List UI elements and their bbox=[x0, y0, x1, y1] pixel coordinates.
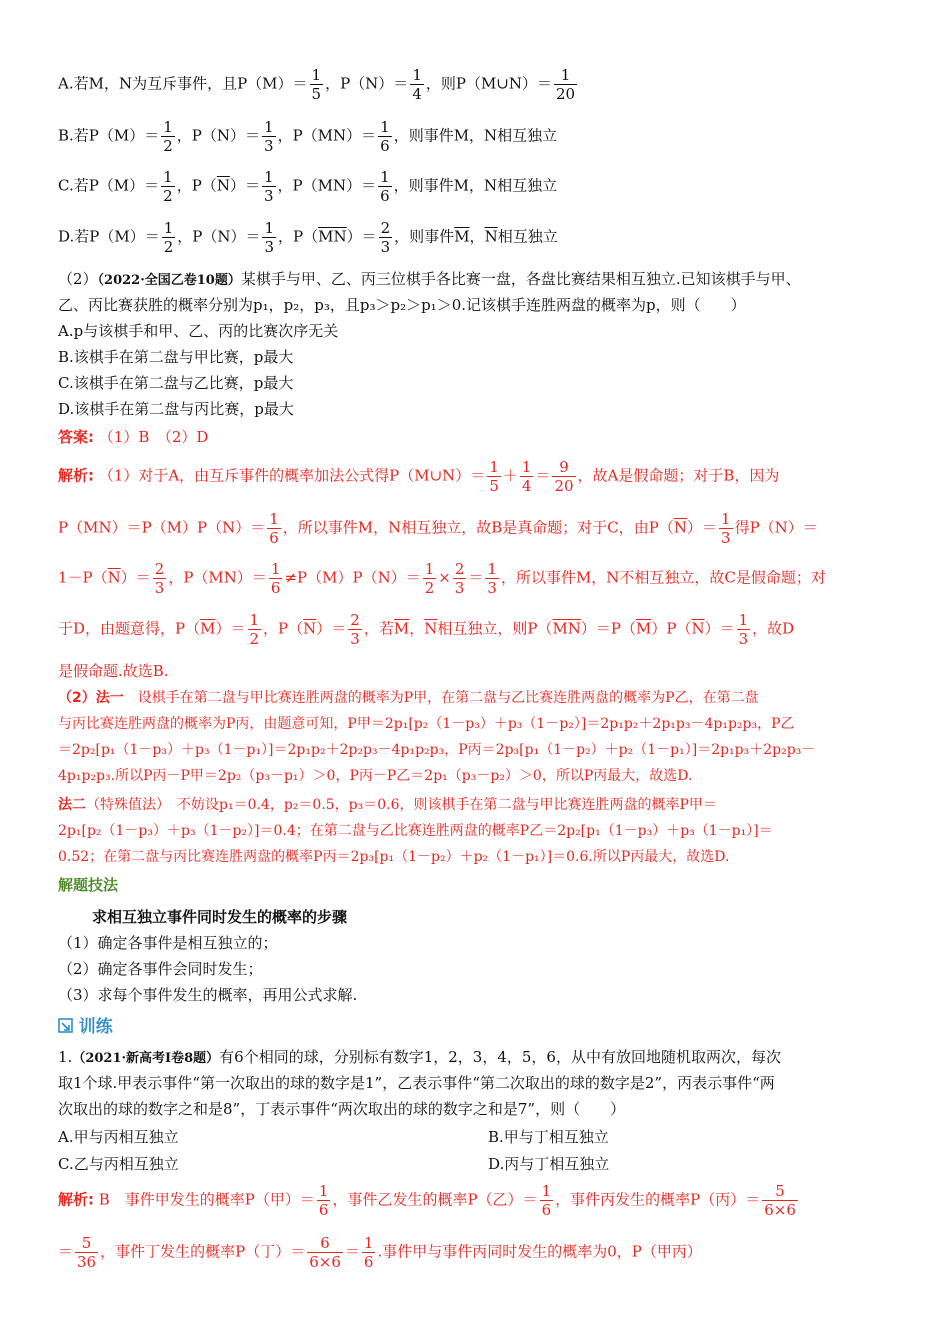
training-stem-line-3: 次取出的球的数字之和是8”，丁表示事件“两次取出的球的数字之和是7”，则（ ） bbox=[58, 1100, 626, 1118]
fraction: $\frac{2}{3}$ bbox=[454, 560, 465, 597]
q2-stem-line-1: （2）（2022·全国乙卷10题）某棋手与甲、乙、丙三位棋手各比赛一盘，各盘比赛结果相互独立.已知该棋手与甲、 bbox=[58, 270, 801, 288]
tips-heading: 解题技法 bbox=[58, 876, 119, 894]
fraction: $\frac{1}{6}$ bbox=[318, 1182, 329, 1219]
q1-option-c: C.若P（M）＝ $\frac{1}{2}$ ，$P(\overline{N})=$ $\frac{1}{3}$ ，P（MN）＝ $\frac{1}{6}$ ，则事件M，N相互独立 bbox=[58, 168, 558, 205]
training-stem-line-2: 取1个球.甲表示事件“第一次取出的球的数字是1”，乙表示事件“第二次取出的球的数字是2”，丙表示事件“两 bbox=[58, 1074, 775, 1092]
fraction: $\frac{1}{4}$ bbox=[521, 458, 532, 495]
fraction: $\frac{1}{2}$ bbox=[424, 560, 435, 597]
fraction: $\frac{2}{3}$ bbox=[380, 219, 391, 256]
method1-line-3: ＝2p₂[p₁（1－p₃）＋p₃（1－p₁）]＝2p₁p₂＋2p₂p₃－4p₁p₂p₃，P丙＝2p₃[p₁（1－p₂）＋p₂（1－p₁）]＝2p₁p₃＋2p₂p₃－ bbox=[58, 742, 816, 758]
q1-option-a: A.若M，N为互斥事件，且P（M）＝ $\frac{1}{5}$ ，P（N）＝ $\frac{1}{4}$ ，则P（M∪N）＝ $\frac{1}{20}$ bbox=[58, 66, 576, 103]
fraction: $\frac{1}{3}$ bbox=[264, 118, 274, 155]
fraction: $\frac{1}{6}$ bbox=[380, 118, 390, 155]
fraction: $\frac{1}{5}$ bbox=[311, 66, 322, 103]
fraction: $\frac{1}{6}$ bbox=[269, 510, 279, 547]
analysis-line-5: 是假命题.故选B. bbox=[58, 662, 169, 680]
training-stem-line-1: 1.（2021·新高考Ⅰ卷8题）有6个相同的球，分别标有数字1，2，3，4，5，6，从中有放回地随机取两次，每次 bbox=[58, 1048, 781, 1066]
training-analysis-line-1: 解析: B 事件甲发生的概率P（甲）＝ $\frac{1}{6}$ ，事件乙发生的概率P（乙）＝ $\frac{1}{6}$ ，事件丙发生的概率P（丙）＝ $\frac{5}{6\times 6}$ bbox=[58, 1182, 796, 1219]
fraction: $\frac{6}{6\times 6}$ bbox=[309, 1234, 341, 1271]
q1-option-d: D.若P（M）＝ $\frac{1}{2}$ ，P（N）＝ $\frac{1}{3}$ ，$P(\overline{M}\overline{N})=$ $\frac{2}{3}$ ，则事件$\overline{M}$，$\overline{N}$相互独立 bbox=[58, 219, 558, 256]
method1-line-1: （2）法一 设棋手在第二盘与甲比赛连胜两盘的概率为P甲，在第二盘与乙比赛连胜两盘的概率为P乙，在第二盘 bbox=[58, 690, 759, 706]
fraction: $\frac{1}{6}$ bbox=[541, 1182, 552, 1219]
fraction: $\frac{2}{3}$ bbox=[350, 611, 360, 648]
q2-stem-line-2: 乙、丙比赛获胜的概率分别为p₁，p₂，p₃，且p₃＞p₂＞p₁＞0.记该棋手连胜两盘的概率为p，则（ ） bbox=[58, 296, 746, 314]
training-heading: 训练 bbox=[58, 1016, 113, 1038]
fraction: $\frac{1}{3}$ bbox=[487, 560, 497, 597]
q2-option-a: A.p与该棋手和甲、乙、丙的比赛次序无关 bbox=[58, 322, 339, 340]
fraction: $\frac{1}{6}$ bbox=[380, 168, 390, 205]
training-option-a: A.甲与丙相互独立 bbox=[58, 1128, 179, 1146]
fraction: $\frac{1}{2}$ bbox=[163, 168, 173, 205]
analysis-line-4: 于D，由题意得，$P(\overline{M})=$ $\frac{1}{2}$ ，$P(\overline{N})=$ $\frac{2}{3}$ ，若$\overline{M}$，$\overline{N}$相互独立，则$P(\overline{M}\overline{N})=P(\overline{M})P(\overline{N})=$ $\frac{1}{3}$ ，故D bbox=[58, 611, 795, 648]
fraction: $\frac{5}{6\times 6}$ bbox=[764, 1182, 796, 1219]
training-analysis-line-2: ＝ $\frac{5}{36}$ ，事件丁发生的概率P（丁）＝ $\frac{6}{6\times 6}$ ＝ $\frac{1}{6}$ .事件甲与事件丙同时发生的概率为0，P（甲丙） bbox=[58, 1234, 702, 1271]
tips-step-2: （2）确定各事件会同时发生； bbox=[58, 960, 263, 978]
fraction: $\frac{1}{20}$ bbox=[556, 66, 576, 103]
analysis-line-1: 解析: （1）对于A，由互斥事件的概率加法公式得P（M∪N）＝ $\frac{1}{5}$ ＋ $\frac{1}{4}$ ＝ $\frac{9}{20}$ ，故A是假命题；对于B，因为 bbox=[58, 458, 780, 495]
q2-option-b: B.该棋手在第二盘与甲比赛，p最大 bbox=[58, 348, 294, 366]
tips-step-3: （3）求每个事件发生的概率，再用公式求解. bbox=[58, 986, 358, 1004]
fraction: $\frac{1}{6}$ bbox=[363, 1234, 374, 1271]
tips-title: 求相互独立事件同时发生的概率的步骤 bbox=[92, 908, 348, 926]
fraction: $\frac{1}{2}$ bbox=[163, 219, 174, 256]
method1-line-4: 4p₁p₂p₃.所以P丙－P甲＝2p₂（p₃－p₁）＞0，P丙－P乙＝2p₁（p₃－p₂）＞0，所以P丙最大，故选D. bbox=[58, 768, 693, 784]
tips-step-1: （1）确定各事件是相互独立的； bbox=[58, 934, 278, 952]
method2-line-2: 2p₁[p₂（1－p₃）＋p₃（1－p₂）]＝0.4；在第二盘与乙比赛连胜两盘的概率P乙＝2p₂[p₁（1－p₃）＋p₃（1－p₁）]＝ bbox=[58, 823, 773, 839]
fraction: $\frac{1}{3}$ bbox=[264, 219, 275, 256]
fraction: $\frac{1}{6}$ bbox=[270, 560, 281, 597]
training-option-b: B.甲与丁相互独立 bbox=[488, 1128, 609, 1146]
fraction: $\frac{1}{3}$ bbox=[263, 168, 274, 205]
fraction: $\frac{1}{2}$ bbox=[249, 611, 260, 648]
method2-line-1: 法二（特殊值法） 不妨设p₁＝0.4，p₂＝0.5，p₃＝0.6，则该棋手在第二盘与甲比赛连胜两盘的概率P甲＝ bbox=[58, 797, 717, 813]
fraction: $\frac{1}{2}$ bbox=[163, 118, 173, 155]
answer-line: 答案: （1）B （2）D bbox=[58, 428, 209, 446]
fraction: $\frac{5}{36}$ bbox=[77, 1234, 97, 1271]
fraction: $\frac{1}{3}$ bbox=[721, 510, 731, 547]
q2-option-d: D.该棋手在第二盘与丙比赛，p最大 bbox=[58, 400, 294, 418]
method2-line-3: 0.52；在第二盘与丙比赛连胜两盘的概率P丙＝2p₃[p₁（1－p₂）＋p₂（1－p₁）]＝0.6.所以P丙最大，故选D. bbox=[58, 849, 730, 865]
analysis-line-2: P（MN）＝P（M）P（N）＝ $\frac{1}{6}$ ，所以事件M，N相互独立，故B是真命题；对于C，由$P(\overline{N})=$ $\frac{1}{3}$ 得P（N）＝ bbox=[58, 510, 818, 547]
q2-option-c: C.该棋手在第二盘与乙比赛，p最大 bbox=[58, 374, 294, 392]
training-option-d: D.丙与丁相互独立 bbox=[488, 1155, 610, 1173]
fraction: $\frac{1}{3}$ bbox=[738, 611, 749, 648]
fraction: $\frac{1}{4}$ bbox=[412, 66, 422, 103]
fraction: $\frac{1}{5}$ bbox=[489, 458, 499, 495]
fraction: $\frac{9}{20}$ bbox=[554, 458, 574, 495]
analysis-line-3: $1-P(\overline{N})=$ $\frac{2}{3}$ ，P（MN）＝ $\frac{1}{6}$ ≠P（M）P（N）＝ $\frac{1}{2}$ × $\frac{2}{3}$ ＝ $\frac{1}{3}$ ，所以事件M，N不相互独立，故C是假命题；对 bbox=[58, 560, 826, 597]
q1-option-b: B.若P（M）＝ $\frac{1}{2}$ ，P（N）＝ $\frac{1}{3}$ ，P（MN）＝ $\frac{1}{6}$ ，则事件M，N相互独立 bbox=[58, 118, 558, 155]
fraction: $\frac{2}{3}$ bbox=[154, 560, 165, 597]
method1-line-2: 与丙比赛连胜两盘的概率为P丙，由题意可知，P甲＝2p₁[p₂（1－p₃）＋p₃（1－p₂）]＝2p₁p₂＋2p₁p₃－4p₁p₂p₃，P乙 bbox=[58, 716, 795, 732]
training-icon bbox=[58, 1018, 74, 1034]
training-option-c: C.乙与丙相互独立 bbox=[58, 1155, 179, 1173]
